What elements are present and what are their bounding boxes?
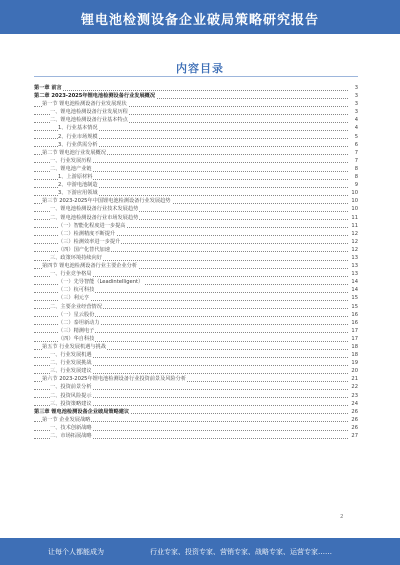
toc-entry[interactable]	[34, 165, 358, 173]
toc-entry[interactable]	[34, 205, 358, 213]
toc-entry-page: 4	[349, 124, 358, 132]
report-header	[0, 0, 400, 34]
toc-entry[interactable]	[34, 157, 358, 165]
toc-entry[interactable]	[34, 116, 358, 124]
toc-entry-title: 1、行业基本情况	[58, 125, 98, 132]
toc-entry-title: 二、锂电池产业链	[50, 165, 92, 172]
toc-entry-page: 19	[349, 359, 358, 367]
toc-entry[interactable]	[34, 327, 358, 335]
toc-entry-title: （一）星云股份	[58, 311, 95, 318]
toc-entry-title: 二、主要企业经营情况	[50, 303, 102, 310]
toc-entry-page: 12	[349, 230, 358, 238]
toc-entry-title: 2、中游电池制造	[58, 182, 98, 189]
toc-entry[interactable]	[34, 92, 358, 100]
toc-entry[interactable]	[34, 181, 358, 189]
toc-entry[interactable]	[34, 246, 358, 254]
toc-entry[interactable]	[34, 392, 358, 400]
toc-entry-page: 17	[349, 335, 358, 343]
toc-entry-title: （三）精测电子	[58, 327, 95, 334]
toc-entry-page: 26	[349, 424, 358, 432]
footer-slogan: 让每个人都能成为	[48, 548, 104, 556]
toc-entry[interactable]	[34, 214, 358, 222]
toc-entry[interactable]	[34, 197, 358, 205]
toc-entry-page: 11	[349, 214, 358, 222]
toc-entry[interactable]	[34, 359, 358, 367]
toc-entry-page: 8	[349, 165, 358, 173]
toc-entry-title: （二）泰坦新动力	[58, 319, 100, 326]
toc-entry-page: 23	[349, 392, 358, 400]
toc-entry-title: 二、行业发展挑战	[50, 360, 92, 367]
toc-entry[interactable]	[34, 173, 358, 181]
toc-entry-page: 18	[349, 351, 358, 359]
toc-entry-page: 26	[349, 416, 358, 424]
toc-entry-title: （二）检测精度不断提升	[58, 230, 116, 237]
toc-entry[interactable]	[34, 84, 358, 92]
toc-entry[interactable]	[34, 311, 358, 319]
toc-entry-title: （三）检测效率进一步提升	[58, 238, 121, 245]
page-number: 2	[340, 514, 344, 520]
toc-entry-title: 2、行业市场规模	[58, 133, 98, 140]
toc-entry-title: （四）国产化替代加速	[58, 246, 110, 253]
toc-entry[interactable]	[34, 343, 358, 351]
toc-entry-page: 13	[349, 254, 358, 262]
toc-entry-page: 12	[349, 238, 358, 246]
toc-entry[interactable]	[34, 222, 358, 230]
toc-entry[interactable]	[34, 383, 358, 391]
toc-entry-title: 一、行业发展历程	[50, 157, 92, 164]
toc-entry[interactable]	[34, 108, 358, 116]
toc-entry-title: （一）先导智能（Leadintelligent）	[58, 279, 144, 286]
toc-entry-title: 一、行业竞争格局	[50, 271, 92, 278]
toc-entry-title: 三、行业发展建议	[50, 368, 92, 375]
toc-entry-title: 1、上游原材料	[58, 174, 93, 181]
toc-entry-page: 11	[349, 222, 358, 230]
toc-entry-title: 一、行业发展机遇	[50, 352, 92, 359]
toc-entry-title: 一、投资前景分析	[50, 384, 92, 391]
toc-entry-title: 一、技术创新战略	[50, 424, 92, 431]
toc-entry-page: 6	[349, 141, 358, 149]
toc-entry-title: 第四节 锂电池检测设备行业主要企业分析	[42, 263, 138, 270]
toc-entry-title: （四）华自科技	[58, 335, 95, 342]
toc-entry-title: 二、锂电池检测设备行业市场发展趋势	[50, 214, 139, 221]
toc-divider	[34, 76, 358, 77]
toc-entry-title: 二、市场拓展战略	[50, 433, 92, 440]
toc-entry[interactable]	[34, 149, 358, 157]
toc-entry-page: 15	[349, 303, 358, 311]
report-title: 锂电池检测设备企业破局策略研究报告	[80, 13, 319, 28]
toc-entry[interactable]	[34, 124, 358, 132]
toc-entry-page: 3	[349, 92, 358, 100]
footer-tagline: 行业专家、投资专家、营销专家、战略专家、运营专家……	[150, 548, 332, 556]
toc-entry-title: 第五节 行业发展机遇与挑战	[42, 344, 106, 350]
toc-entry[interactable]	[34, 254, 358, 262]
toc-entry-title: 第三节 2023-2025年中国锂电池检测设备行业发展趋势	[42, 198, 171, 205]
toc-entry-page: 10	[349, 189, 358, 197]
toc-entry-page: 15	[349, 294, 358, 302]
toc-entry[interactable]	[34, 133, 358, 141]
toc-entry-page: 3	[349, 108, 358, 116]
toc-entry[interactable]	[34, 189, 358, 197]
toc-entry-title: 3、下游应用领域	[58, 190, 98, 197]
toc-entry-title: 第一章 前言	[34, 85, 62, 91]
toc-entry[interactable]	[34, 408, 358, 416]
toc-entry-page: 17	[349, 327, 358, 335]
toc-entry[interactable]	[34, 424, 358, 432]
toc-entry-page: 20	[349, 367, 358, 375]
toc-entry-page: 7	[349, 149, 358, 157]
toc-entry-title: 3、行业供需分析	[58, 141, 98, 148]
toc-entry[interactable]	[34, 278, 358, 286]
toc-entry-page: 3	[349, 100, 358, 108]
toc-entry[interactable]	[34, 319, 358, 327]
toc-entry-page: 14	[349, 278, 358, 286]
toc-entry[interactable]	[34, 270, 358, 278]
toc-entry-page: 3	[349, 84, 358, 92]
toc-entry[interactable]	[34, 141, 358, 149]
toc-entry-title: 第二章 2023-2025年锂电池检测设备行业发展概况	[34, 93, 156, 100]
toc-entry[interactable]	[34, 303, 358, 311]
toc-entry[interactable]	[34, 432, 358, 440]
toc-entry-title: 第一节 锂电池检测设备行业发展现状	[42, 101, 127, 108]
toc-entry[interactable]	[34, 335, 358, 343]
toc-entry[interactable]	[34, 294, 358, 302]
toc-entry-page: 12	[349, 246, 358, 254]
toc-entry-title: （一）智能化程度进一步提高	[58, 222, 126, 229]
toc-entry-page: 18	[349, 343, 358, 351]
toc-entry-page: 16	[349, 311, 358, 319]
toc-entry[interactable]	[34, 238, 358, 246]
toc-entry-page: 10	[349, 205, 358, 213]
toc-entry-page: 9	[349, 181, 358, 189]
toc-entry-page: 22	[349, 383, 358, 391]
toc-entry-title: 第二节 锂电池行业发展概况	[42, 149, 106, 156]
toc-entry-page: 8	[349, 173, 358, 181]
toc-entry[interactable]	[34, 400, 358, 408]
toc-entry[interactable]	[34, 100, 358, 108]
toc-entry-page: 13	[349, 262, 358, 270]
toc-entry-page: 14	[349, 286, 358, 294]
toc-entry-title: （二）杭可科技	[58, 287, 95, 294]
toc-entry[interactable]	[34, 262, 358, 270]
toc-entry[interactable]	[34, 367, 358, 375]
toc-entry-title: 第三章 锂电池检测设备企业破局策略建议	[34, 408, 130, 415]
toc-entry-page: 5	[349, 133, 358, 141]
toc-entry-title: 三、政策环境持续向好	[50, 254, 102, 261]
toc-entry-title: 三、投资策略建议	[50, 400, 92, 407]
report-footer	[0, 538, 400, 565]
toc-entry-title: 第一节 企业发展战略	[42, 416, 91, 423]
toc-entry-page: 7	[349, 157, 358, 165]
toc-entry-page: 16	[349, 319, 358, 327]
toc-entry-page: 13	[349, 270, 358, 278]
toc-entry[interactable]	[34, 375, 358, 383]
toc-entry[interactable]	[34, 286, 358, 294]
toc-heading: 内容目录	[176, 62, 224, 75]
toc-entry-page: 4	[349, 116, 358, 124]
toc-entry-page: 24	[349, 400, 358, 408]
toc-entry-title: （三）利元亨	[58, 295, 90, 302]
toc-entry-title: 二、投资风险提示	[50, 392, 92, 399]
table-of-contents	[34, 84, 358, 440]
toc-entry-title: 第六节 2023-2025年锂电池检测设备行业投资前景及风险分析	[42, 376, 187, 383]
toc-leader-dots	[34, 90, 350, 91]
toc-entry-title: 二、锂电池检测设备行业基本特点	[50, 117, 128, 124]
toc-entry-page: 27	[349, 432, 358, 440]
toc-entry-page: 10	[349, 197, 358, 205]
toc-entry-page: 26	[349, 408, 358, 416]
toc-entry-title: 一、锂电池检测设备行业发展历程	[50, 109, 128, 116]
toc-entry-page: 21	[349, 375, 358, 383]
toc-entry[interactable]	[34, 230, 358, 238]
toc-entry[interactable]	[34, 416, 358, 424]
toc-entry[interactable]	[34, 351, 358, 359]
toc-entry-title: 一、锂电池检测设备行业技术发展趋势	[50, 206, 139, 213]
